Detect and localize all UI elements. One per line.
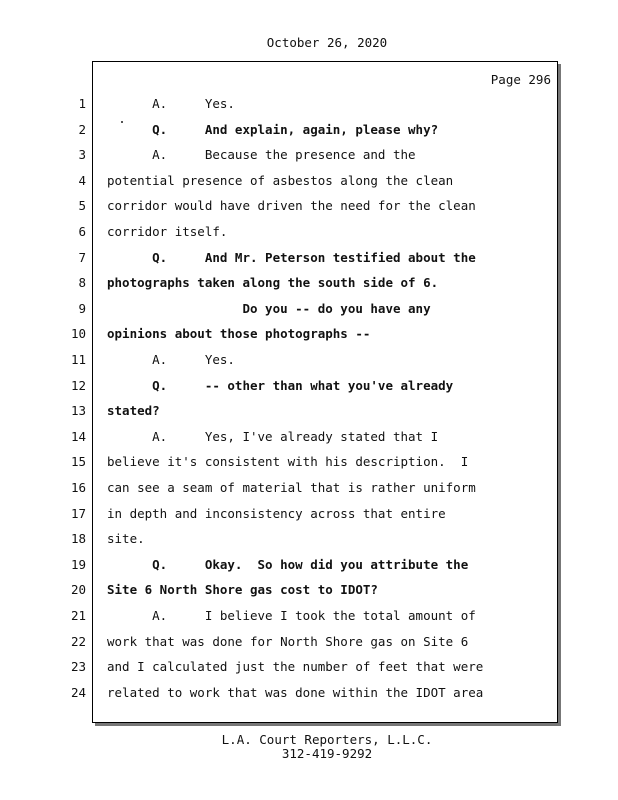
footer-phone: 312-419-9292 (281, 746, 373, 761)
line-number: 22 (70, 633, 86, 649)
line-number: 18 (70, 531, 86, 547)
line-text: Q. And Mr. Peterson testified about the (107, 249, 476, 265)
line-text: stated? (107, 403, 160, 419)
transcript-line (0, 557, 618, 577)
transcript-line (0, 403, 618, 423)
line-number: 4 (78, 172, 86, 188)
line-text: Do you -- do you have any (107, 300, 431, 316)
line-number: 23 (70, 659, 86, 675)
line-text: A. Yes. (107, 96, 235, 111)
line-text: corridor itself. (107, 224, 228, 239)
line-number: 16 (70, 480, 86, 495)
line-number: 19 (70, 556, 86, 572)
transcript-line (0, 454, 618, 474)
transcript-line (0, 96, 618, 116)
line-text: A. Yes, I've already stated that I (107, 428, 439, 444)
line-text: believe it's consistent with his description. I (107, 454, 469, 470)
line-number: 15 (70, 454, 86, 470)
line-number: 12 (70, 377, 86, 393)
line-number: 2 (78, 121, 86, 137)
transcript-line (0, 122, 618, 142)
line-number: 13 (70, 403, 86, 419)
transcript-line (0, 198, 618, 218)
transcript-line (0, 326, 618, 346)
line-text: A. Because the presence and the (107, 147, 416, 163)
transcript-line (0, 147, 618, 167)
header-date: October 26, 2020 (266, 35, 388, 50)
transcript-line (0, 531, 618, 551)
line-text: related to work that was done within the IDOT area (107, 684, 484, 700)
line-number: 17 (70, 505, 86, 521)
line-text: Site 6 North Shore gas cost to IDOT? (107, 582, 378, 598)
line-text: Q. And explain, again, please why? (107, 121, 439, 137)
line-number: 8 (78, 275, 86, 291)
line-number: 6 (78, 224, 86, 239)
transcript-line (0, 275, 618, 295)
line-number: 9 (78, 300, 86, 316)
line-text: Q. -- other than what you've already (107, 377, 454, 393)
line-text: in depth and inconsistency across that entire (107, 505, 446, 521)
transcript-line (0, 352, 618, 372)
transcript-line (0, 173, 618, 193)
line-number: 11 (70, 352, 86, 367)
line-number: 14 (70, 428, 86, 444)
transcript-line (0, 480, 618, 500)
line-number: 10 (70, 326, 86, 342)
transcript-line (0, 685, 618, 705)
footer-company: L.A. Court Reporters, L.L.C. (221, 732, 433, 747)
transcript-line (0, 582, 618, 602)
line-text: photographs taken along the south side of 6. (107, 275, 439, 291)
transcript-line (0, 429, 618, 449)
transcript-line (0, 608, 618, 628)
footer (0, 733, 618, 761)
line-number: 3 (78, 147, 86, 163)
line-text: Q. Okay. So how did you attribute the (107, 556, 469, 572)
line-text: A. Yes. (107, 352, 235, 367)
transcript-line (0, 506, 618, 526)
page-number: Page 296 (490, 72, 551, 87)
line-text: can see a seam of material that is rather uniform (107, 480, 476, 495)
line-text: opinions about those photographs -- (107, 326, 371, 342)
transcript-line (0, 378, 618, 398)
line-number: 7 (78, 249, 86, 265)
transcript-line (0, 250, 618, 270)
line-text: work that was done for North Shore gas on Site 6 (107, 633, 469, 649)
line-text: and I calculated just the number of feet that were (107, 659, 484, 675)
line-text: site. (107, 531, 145, 547)
line-text: corridor would have driven the need for the clean (107, 198, 476, 214)
line-number: 5 (78, 198, 86, 214)
transcript-line (0, 301, 618, 321)
line-text: potential presence of asbestos along the clean (107, 172, 454, 188)
transcript-line (0, 659, 618, 679)
line-number: 1 (78, 96, 86, 111)
line-number: 21 (70, 608, 86, 623)
line-text: A. I believe I took the total amount of (107, 608, 476, 623)
transcript-line (0, 634, 618, 654)
line-number: 24 (70, 684, 86, 700)
line-number: 20 (70, 582, 86, 598)
transcript-line (0, 224, 618, 244)
